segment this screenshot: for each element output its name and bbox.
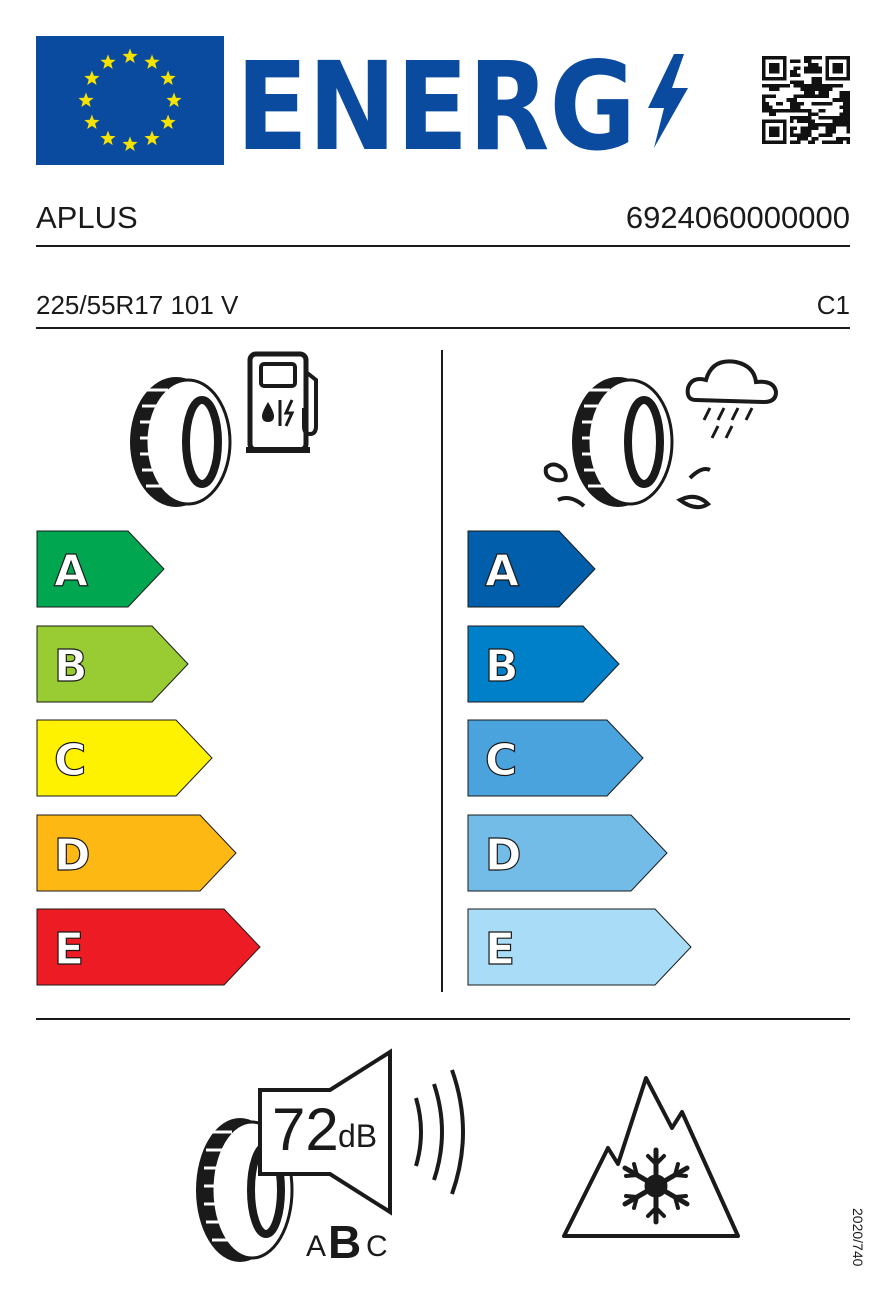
fuel-class-label: E	[54, 924, 85, 975]
tyre-size: 225/55R17 101 V	[36, 290, 239, 320]
energy-word: ENERG	[236, 36, 636, 165]
regulation-number: 2020/740	[850, 1208, 866, 1267]
noise-class-c: C	[366, 1230, 388, 1263]
fuel-class-d-arrow	[36, 814, 238, 892]
fuel-class-b-arrow	[36, 625, 190, 703]
wet-grip-class-c-arrow	[467, 719, 645, 797]
ean-code: 6924060000000	[625, 200, 850, 235]
wet-grip-class-b-arrow	[467, 625, 621, 703]
wet-grip-class-label: D	[485, 830, 522, 881]
divider	[36, 245, 850, 247]
lightning-bolt-icon	[648, 54, 688, 148]
wet-grip-class-a-arrow	[467, 530, 597, 608]
divider	[36, 1018, 850, 1020]
rain-cloud-tyre-icon	[540, 350, 780, 512]
fuel-class-c-arrow	[36, 719, 214, 797]
wet-grip-class-d-arrow	[467, 814, 669, 892]
tyre-class: C1	[816, 290, 850, 320]
column-divider	[441, 350, 443, 992]
eu-flag-icon	[36, 36, 224, 165]
noise-value: 72	[272, 1096, 339, 1163]
energy-wordmark	[236, 36, 706, 165]
fuel-class-label: D	[54, 830, 91, 881]
noise-class-selected: B	[328, 1216, 362, 1268]
three-peak-mountain-snowflake-icon	[560, 1072, 742, 1240]
wet-grip-class-label: A	[485, 546, 520, 597]
fuel-class-e-arrow	[36, 908, 262, 986]
wet-grip-class-e-arrow	[467, 908, 693, 986]
noise-class-a: A	[306, 1230, 327, 1263]
qr-code[interactable]	[762, 56, 850, 144]
wet-grip-class-label: C	[485, 735, 518, 786]
fuel-class-label: B	[54, 641, 88, 692]
fuel-class-label: A	[54, 546, 89, 597]
fuel-pump-tyre-icon	[128, 350, 328, 512]
fuel-class-label: C	[54, 735, 87, 786]
divider	[36, 327, 850, 329]
noise-unit: dB	[338, 1118, 378, 1154]
wet-grip-class-label: E	[485, 924, 516, 975]
brand-name: APLUS	[36, 200, 138, 235]
wet-grip-class-label: B	[485, 641, 519, 692]
fuel-class-a-arrow	[36, 530, 166, 608]
